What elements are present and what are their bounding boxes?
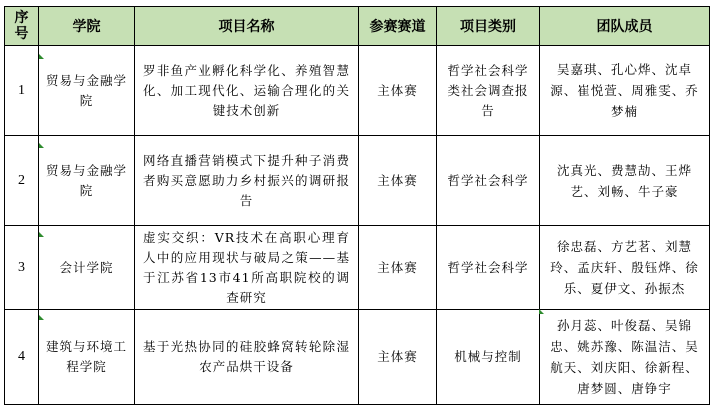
cell-index: 2 <box>5 136 39 226</box>
header-project: 项目名称 <box>135 7 359 46</box>
cell-corner-marker <box>39 232 44 237</box>
cell-members: 徐忠磊、方艺茗、刘慧玲、孟庆轩、殷钰烨、徐乐、夏伊文、孙振杰 <box>540 226 710 310</box>
cell-category: 哲学社会科学类社会调查报告 <box>437 46 540 136</box>
cell-track: 主体赛 <box>359 310 437 405</box>
cell-college: 会计学院 <box>39 226 135 310</box>
header-index: 序号 <box>5 7 39 46</box>
table-row <box>5 46 710 136</box>
cell-corner-marker <box>39 143 44 148</box>
cell-track: 主体赛 <box>359 226 437 310</box>
header-track: 参赛赛道 <box>359 7 437 46</box>
cell-college: 贸易与金融学院 <box>39 136 135 226</box>
cell-track: 主体赛 <box>359 136 437 226</box>
cell-index: 1 <box>5 46 39 136</box>
cell-corner-marker <box>39 315 44 320</box>
cell-project: 网络直播营销模式下提升种子消费者购买意愿助力乡村振兴的调研报告 <box>135 136 359 226</box>
project-table <box>4 6 710 405</box>
cell-project: 基于光热协同的硅胶蜂窝转轮除湿农产品烘干设备 <box>135 310 359 405</box>
cell-members: 孙月蕊、叶俊磊、吴锦忠、姚苏豫、陈温洁、吴航天、刘庆阳、徐新程、唐梦圆、唐铮宇 <box>540 310 710 405</box>
cell-college: 贸易与金融学院 <box>39 46 135 136</box>
table-row <box>5 136 710 226</box>
header-college: 学院 <box>39 7 135 46</box>
cell-project: 虚实交织：VR技术在高职心理育人中的应用现状与破局之策——基于江苏省13市41所高职院校的调查研究 <box>135 226 359 310</box>
cell-index: 3 <box>5 226 39 310</box>
cell-track: 主体赛 <box>359 46 437 136</box>
cell-corner-marker <box>539 309 544 314</box>
cell-category: 哲学社会科学 <box>437 136 540 226</box>
cell-index: 4 <box>5 310 39 405</box>
header-row <box>5 7 710 46</box>
cell-category: 哲学社会科学 <box>437 226 540 310</box>
cell-members: 吴嘉琪、孔心烨、沈卓源、崔悦萱、周雅雯、乔梦楠 <box>540 46 710 136</box>
table-row <box>5 226 710 310</box>
header-category: 项目类别 <box>437 7 540 46</box>
cell-corner-marker <box>39 54 44 59</box>
cell-members: 沈真光、费慧劼、王烨艺、刘畅、牛子豪 <box>540 136 710 226</box>
table-row <box>5 310 710 405</box>
cell-project: 罗非鱼产业孵化科学化、养殖智慧化、加工现代化、运输合理化的关键技术创新 <box>135 46 359 136</box>
cell-college: 建筑与环境工程学院 <box>39 310 135 405</box>
header-members: 团队成员 <box>540 7 710 46</box>
cell-category: 机械与控制 <box>437 310 540 405</box>
